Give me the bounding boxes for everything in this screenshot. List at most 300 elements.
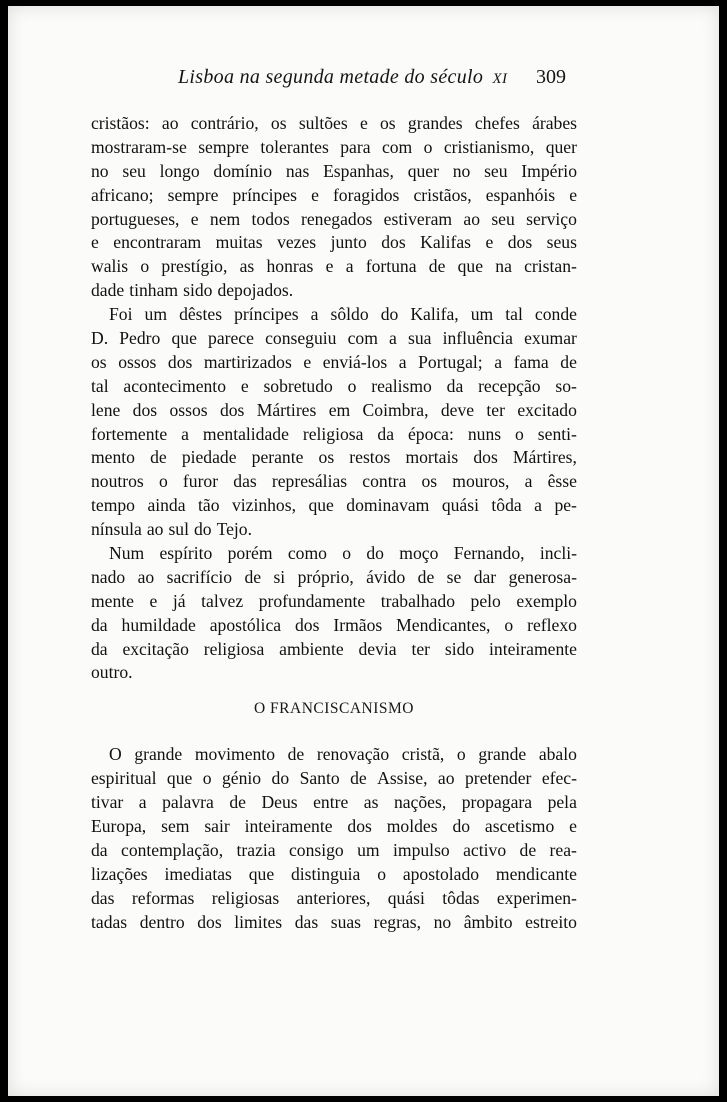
word: a (398, 351, 407, 372)
text-line (91, 351, 577, 375)
word: anteriores, (296, 887, 371, 908)
text-line (91, 255, 577, 279)
word: espanhóis (485, 184, 556, 205)
word: serviço (526, 208, 577, 229)
word: ainda (147, 495, 186, 516)
word: mostraram-se (91, 136, 187, 157)
word: mouros, (452, 471, 510, 492)
text-line (91, 470, 577, 494)
word: e (190, 208, 199, 229)
word: vizinhos, (231, 495, 296, 516)
word: as (363, 792, 379, 813)
word: religiosas (211, 887, 280, 908)
word: e (303, 351, 312, 372)
word: exemplo (516, 590, 577, 611)
word: da (446, 375, 464, 396)
word: que (171, 328, 197, 349)
word: Coimbra, (362, 399, 429, 420)
word: dade (91, 280, 125, 301)
word: devia (358, 638, 397, 659)
word: contemplação, (121, 839, 224, 860)
word: um (357, 839, 380, 860)
text-line (91, 494, 577, 518)
word: restos (349, 447, 391, 468)
word: mentalidade (202, 423, 289, 444)
word: tolerantes (260, 136, 329, 157)
word: quási (441, 495, 479, 516)
word: de (417, 566, 435, 587)
word: dentro (139, 911, 185, 932)
word: perante (251, 447, 304, 468)
text-line (91, 446, 577, 470)
word: êsse (547, 471, 577, 492)
text-line (91, 136, 577, 160)
word: so- (555, 375, 577, 396)
paragraph-4 (91, 743, 577, 934)
word: contra (362, 471, 407, 492)
word: Espanhas, (323, 160, 394, 181)
word: que (248, 863, 275, 884)
word: inteiramente (489, 638, 577, 659)
word: a (345, 256, 354, 277)
word: no (91, 160, 109, 181)
text-line (91, 160, 577, 184)
word: Assise, (377, 768, 428, 789)
word: de (519, 839, 537, 860)
word: trazia (236, 839, 276, 860)
word: ter (486, 399, 505, 420)
word: martirizados (203, 351, 292, 372)
word: de (287, 744, 305, 765)
word: de (428, 256, 446, 277)
word: portugueses, (91, 208, 180, 229)
word: fortuna (365, 256, 417, 277)
word: efec- (541, 768, 577, 789)
word: seus (546, 232, 577, 253)
word: grande (478, 744, 527, 765)
word: mendicante (495, 863, 577, 884)
word: da (91, 638, 108, 659)
word: de (244, 566, 262, 587)
word: quási (387, 887, 425, 908)
running-head (8, 66, 719, 100)
word: Kalifa, (410, 304, 459, 325)
word: vezes (277, 232, 317, 253)
text-line (91, 231, 577, 255)
word: quer (407, 160, 439, 181)
word: ao (161, 113, 179, 133)
word: nações, (393, 792, 447, 813)
body-text (91, 112, 577, 934)
word: da (91, 839, 108, 860)
word: tadas (91, 911, 128, 932)
word: sua (408, 328, 432, 349)
word: conseguiu (265, 328, 337, 349)
word: suas (330, 911, 362, 932)
word: e (485, 232, 494, 253)
word: em (328, 399, 351, 420)
word: Pedro (119, 328, 161, 349)
word: Num (109, 543, 145, 564)
word: mento (91, 447, 135, 468)
running-title: Lisboa na segunda metade do século XI (178, 66, 508, 88)
word: tinham (129, 280, 179, 301)
word: Santo (299, 768, 340, 789)
text-line (91, 518, 577, 542)
word: do (193, 519, 212, 540)
word: cristã, (401, 744, 445, 765)
word: furor (182, 471, 219, 492)
word: reflexo (527, 614, 577, 635)
word: próprio, (297, 566, 354, 587)
text-line (91, 638, 577, 662)
century-numeral: XI (492, 71, 508, 87)
word: do (452, 815, 471, 836)
word: imediatas (164, 863, 232, 884)
word: exumar (524, 328, 577, 349)
word: entre (313, 792, 349, 813)
word: dos (167, 351, 193, 372)
word: na (495, 256, 512, 277)
word: do (271, 768, 290, 789)
text-line (91, 815, 577, 839)
word: pretender (464, 768, 532, 789)
word: sempre (167, 184, 219, 205)
word: cristianismo, (443, 136, 535, 157)
page-number: 309 (536, 66, 566, 88)
word: o (456, 744, 466, 765)
text-line (91, 887, 577, 911)
word: muitas (215, 232, 263, 253)
word: rea- (549, 839, 577, 860)
text-line (91, 279, 577, 303)
paragraph-1 (91, 112, 577, 303)
word: renovação (316, 744, 390, 765)
word: das (233, 471, 257, 492)
word: honras (266, 256, 314, 277)
word: estreito (525, 911, 577, 932)
word: O (109, 744, 122, 765)
word: prestígio, (161, 256, 228, 277)
word: seu (484, 160, 508, 181)
word: incli- (539, 543, 577, 564)
word: apostólica (209, 614, 282, 635)
word: si (273, 566, 286, 587)
text-line (91, 614, 577, 638)
word: palavra (162, 792, 214, 813)
word: sôldo (330, 304, 369, 325)
word: nuns (467, 423, 502, 444)
text-line (91, 590, 577, 614)
word: sem (161, 815, 190, 836)
word: dos (197, 911, 222, 932)
word: a (310, 304, 319, 325)
word: sair (204, 815, 230, 836)
word: o (342, 543, 352, 564)
word: sultões (298, 113, 348, 133)
word: os (421, 471, 438, 492)
word: o (504, 614, 514, 635)
word: e (311, 184, 319, 205)
word: príncipes (234, 304, 299, 325)
word: Mendicantes, (396, 614, 491, 635)
word: o (377, 863, 386, 884)
text-line (91, 327, 577, 351)
text-line (91, 863, 577, 887)
word: parece (208, 328, 254, 349)
word: no (452, 160, 471, 181)
word: mortais (405, 447, 459, 468)
word: humildade (121, 614, 196, 635)
word: excitado (517, 399, 577, 420)
word: dar (473, 566, 497, 587)
word: sido (444, 638, 475, 659)
text-line (91, 767, 577, 791)
text-line (91, 303, 577, 327)
word: da (91, 614, 108, 635)
word: ascetismo (484, 815, 555, 836)
word: a (389, 328, 397, 349)
word: o (202, 768, 212, 789)
word: do (366, 543, 384, 564)
word: príncipes (232, 184, 297, 205)
word: dominavam (346, 495, 430, 516)
word: movimento (194, 744, 275, 765)
word: africano; (91, 184, 154, 205)
word: sul (168, 519, 189, 540)
word: para (340, 136, 371, 157)
word: do (380, 304, 399, 325)
word: nas (285, 160, 310, 181)
word: pela (547, 792, 577, 813)
paragraph-2 (91, 303, 577, 542)
word: grande (134, 744, 183, 765)
word: mente (91, 590, 134, 611)
word: se (446, 566, 462, 587)
word: a (494, 351, 503, 372)
word: dos (507, 232, 533, 253)
word: inteiramente (244, 815, 333, 836)
word: as (239, 256, 255, 277)
text-line (91, 423, 577, 447)
word: distinguia (290, 863, 361, 884)
word: que (166, 768, 193, 789)
word: no (433, 911, 452, 932)
word: realismo (371, 375, 432, 396)
word: domínio (213, 160, 273, 181)
word: ao (463, 208, 480, 229)
text-line (91, 542, 577, 566)
word: os (270, 113, 287, 133)
word: apostolado (402, 863, 480, 884)
word: pelo (470, 590, 501, 611)
word: cristãos, (413, 184, 472, 205)
text-line (91, 112, 577, 136)
word: Império (521, 160, 577, 181)
word: ter (411, 638, 430, 659)
word: religiosa (203, 638, 265, 659)
section-title: O FRANCISCANISMO (253, 700, 415, 718)
word: dos (132, 399, 158, 420)
text-line (91, 184, 577, 208)
word: grandes (407, 113, 463, 133)
word: junto (330, 232, 367, 253)
word: os (318, 447, 335, 468)
word: o (347, 375, 357, 396)
word: como (287, 543, 327, 564)
word: e (569, 184, 577, 205)
word: generosa- (508, 566, 577, 587)
word: um (470, 304, 494, 325)
word: outro. (91, 662, 133, 683)
word: reformas (131, 887, 195, 908)
word: estiveram (383, 208, 453, 229)
word: tempo (91, 495, 135, 516)
word: recepção (478, 375, 541, 396)
word: Kalifas (420, 232, 471, 253)
word: âmbito (463, 911, 513, 932)
word: de (229, 792, 246, 813)
word: contrário, (190, 113, 259, 133)
word: nem (209, 208, 241, 229)
word: D. (91, 328, 109, 349)
word: renegados (301, 208, 373, 229)
word: talvez (201, 590, 244, 611)
text-line (91, 208, 577, 232)
word: de (150, 447, 167, 468)
word: ao (137, 566, 155, 587)
word: seu (491, 208, 515, 229)
word: represálias (271, 471, 348, 492)
word: walis (91, 256, 129, 277)
word: Mártires (256, 399, 317, 420)
word: limites (234, 911, 283, 932)
word: Deus (261, 792, 298, 813)
text-line (91, 911, 577, 935)
word: com (347, 328, 378, 349)
word: longo (159, 160, 200, 181)
word: chefes (474, 113, 520, 133)
word: pe- (554, 495, 577, 516)
word: e (240, 375, 249, 396)
word: e (91, 232, 99, 253)
word: abalo (538, 744, 577, 765)
word: noutros (91, 471, 144, 492)
word: depojados. (217, 280, 294, 301)
word: dos (381, 232, 406, 253)
word: que (308, 495, 334, 516)
book-page (8, 6, 719, 1096)
word: lene (91, 399, 121, 420)
word: acontecimento (123, 375, 226, 396)
word: espírito (159, 543, 213, 564)
word: influência (442, 328, 513, 349)
word: a (534, 495, 542, 516)
word: trabalhado (380, 590, 455, 611)
word: a (138, 792, 147, 813)
word: e (569, 815, 577, 836)
word: o (515, 423, 524, 444)
word: ávido (366, 566, 406, 587)
word: Mártires, (512, 447, 577, 468)
word: ao (437, 768, 455, 789)
word: ossos (169, 399, 208, 420)
word: de (560, 351, 577, 372)
word: dêstes (179, 304, 223, 325)
word: sacrifício (166, 566, 233, 587)
text-line (91, 839, 577, 863)
word: todos (251, 208, 290, 229)
word: tal (91, 375, 109, 396)
text-line (91, 791, 577, 815)
text-line (91, 375, 577, 399)
word: das (294, 911, 319, 932)
word: da (377, 423, 395, 444)
word: tal (505, 304, 523, 325)
word: um (144, 304, 168, 325)
word: dos (347, 815, 372, 836)
word: nínsula (91, 519, 142, 540)
word: a (524, 471, 533, 492)
word: e (325, 256, 334, 277)
word: a (181, 423, 189, 444)
word: árabes (532, 113, 577, 133)
word: os (91, 351, 107, 372)
word: profundamente (258, 590, 366, 611)
word: e (359, 113, 368, 133)
word: tôdas (442, 887, 480, 908)
word: lizações (91, 863, 148, 884)
word: encontraram (113, 232, 202, 253)
word: com (381, 136, 413, 157)
word: sempre (198, 136, 249, 157)
word: os (380, 113, 396, 133)
word: tão (198, 495, 220, 516)
word: época: (407, 423, 454, 444)
word: ao (146, 519, 164, 540)
word: ambiente (279, 638, 344, 659)
word: Europa, (91, 815, 147, 836)
word: o (158, 471, 168, 492)
word: sobretudo (263, 375, 333, 396)
word: o (140, 256, 150, 277)
word: Fernando, (453, 543, 525, 564)
word: Tejo. (216, 519, 252, 540)
word: foragidos (332, 184, 400, 205)
word: piedade (181, 447, 237, 468)
text-line (91, 661, 577, 685)
word: tôda (491, 495, 522, 516)
word: porém (227, 543, 273, 564)
word: cristãos: (91, 113, 150, 133)
word: e (149, 590, 158, 611)
paragraph-3 (91, 542, 577, 685)
text-line (91, 399, 577, 423)
word: regras, (373, 911, 421, 932)
word: quer (545, 136, 577, 157)
word: que (457, 256, 484, 277)
word: fama (513, 351, 549, 372)
word: excitação (122, 638, 189, 659)
word: cristan- (524, 256, 577, 277)
word: Portugal; (418, 351, 483, 372)
word: espiritual (91, 768, 157, 789)
word: moço (399, 543, 439, 564)
word: o (423, 136, 433, 157)
word: religiosa (302, 423, 364, 444)
word: enviá-los (322, 351, 388, 372)
word: fortemente (91, 423, 168, 444)
